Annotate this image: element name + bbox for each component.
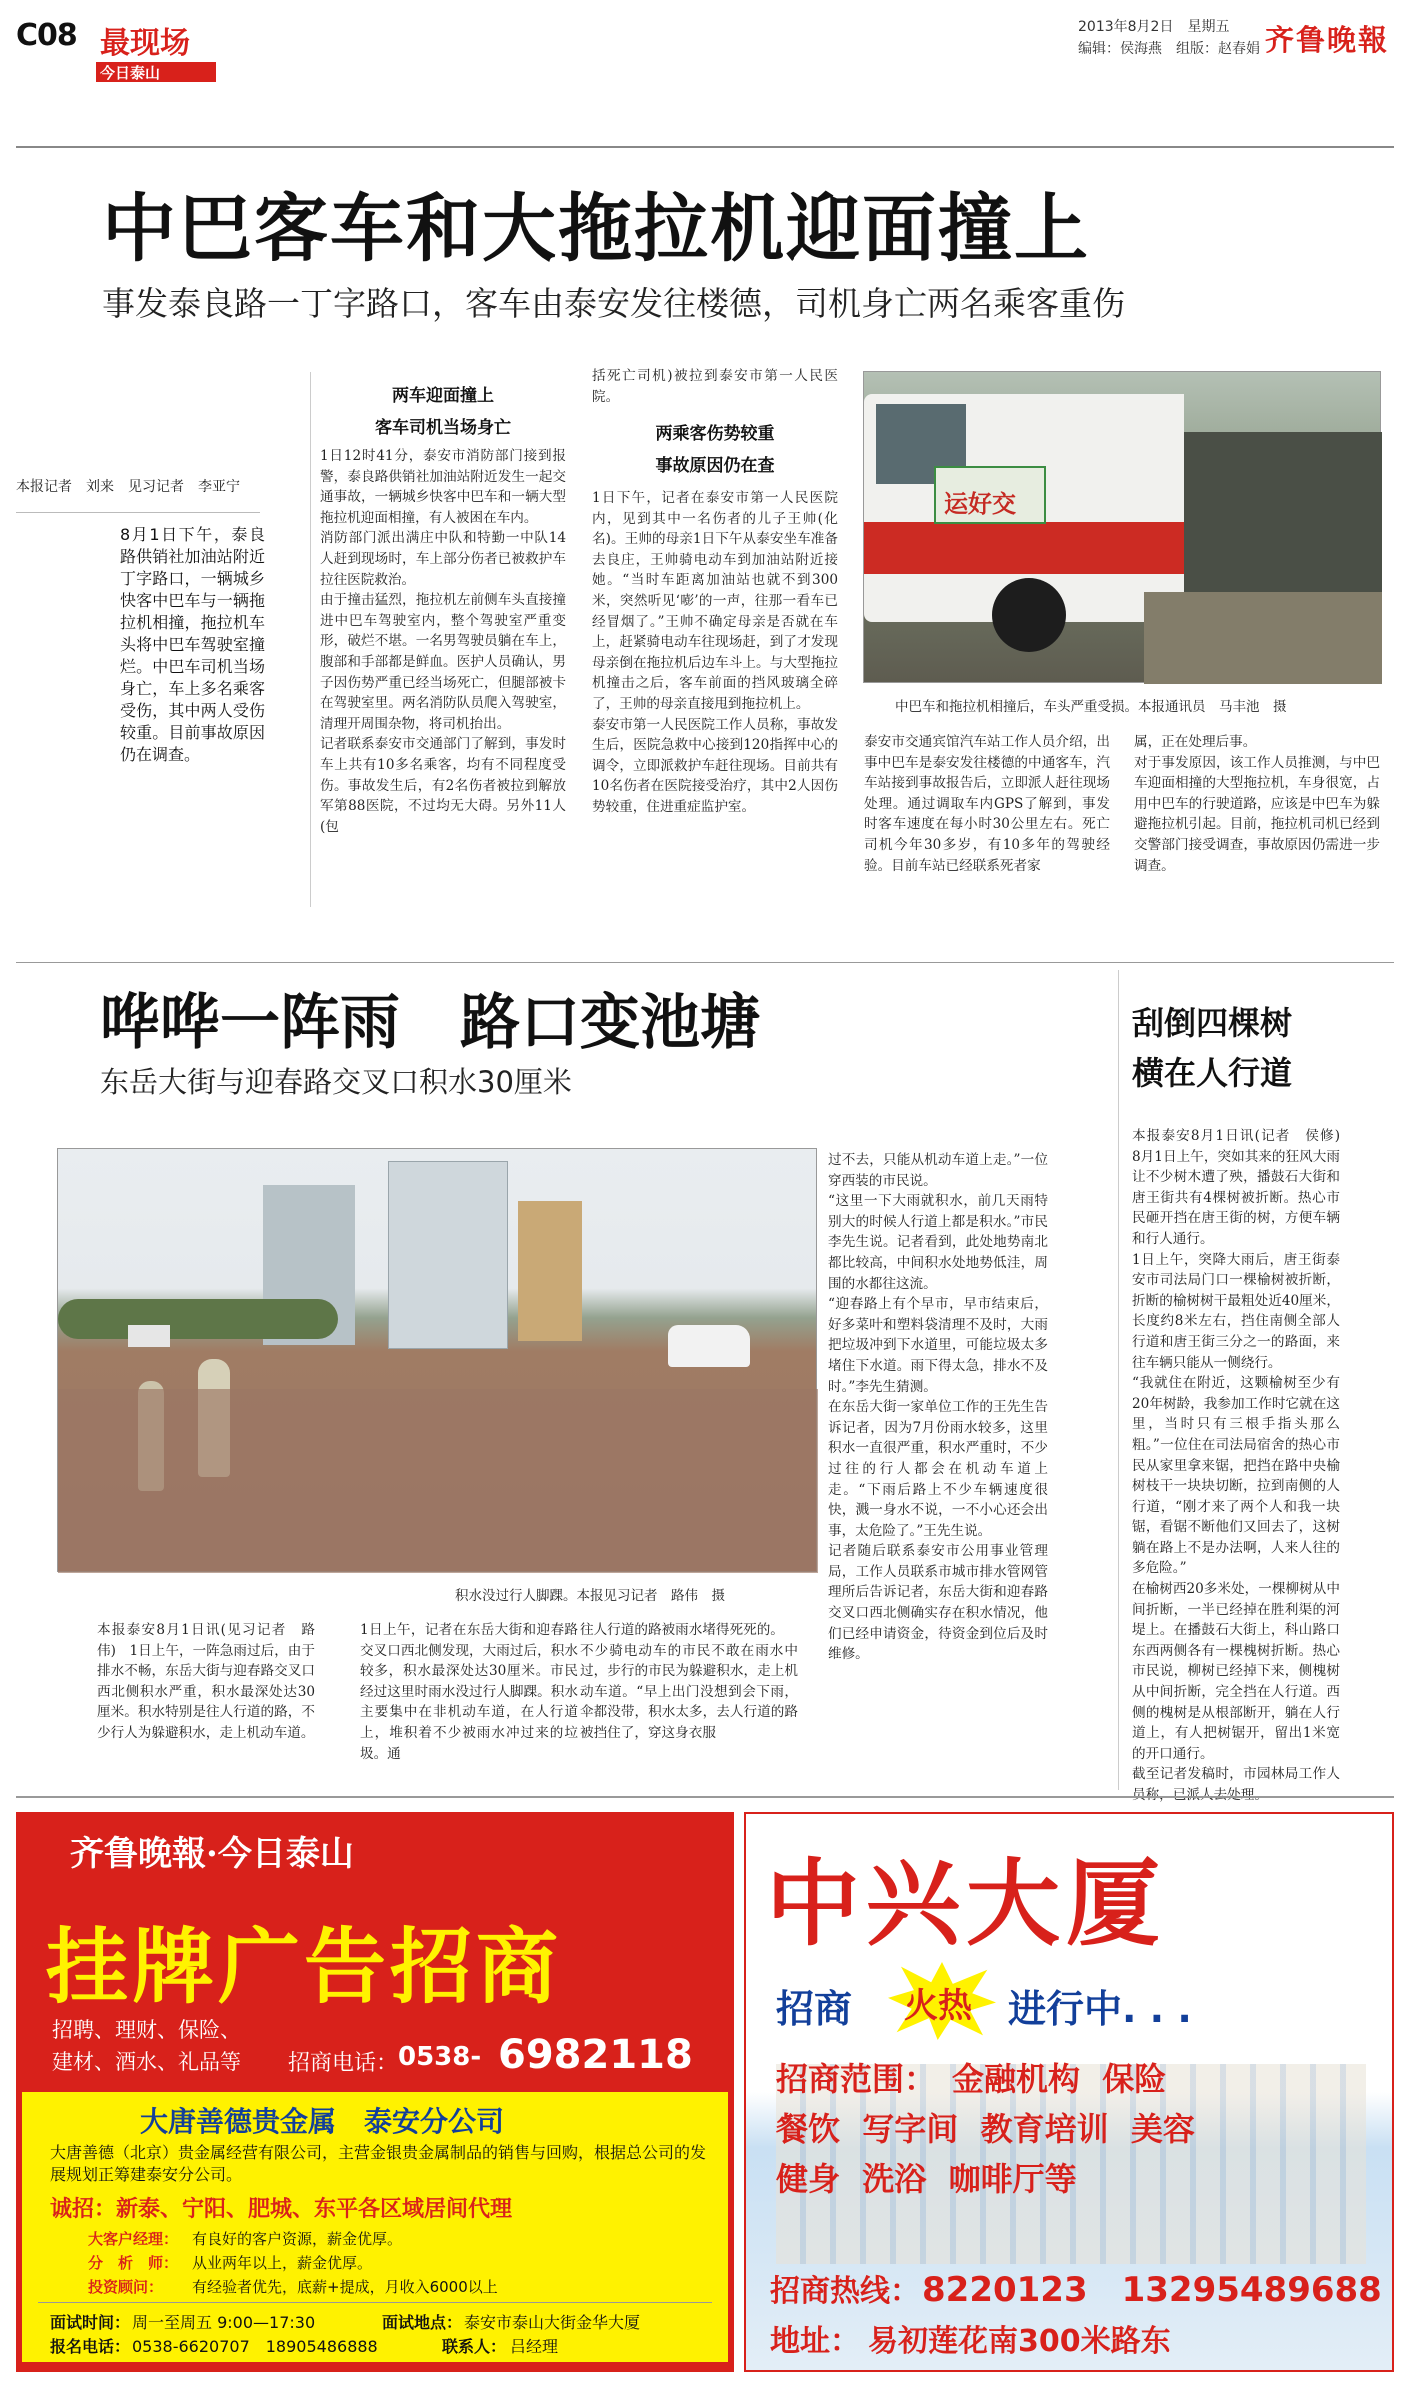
ad2-slogan-burst: 火热 [904,1986,972,2026]
ad-divider [16,1796,1394,1798]
ad1-intro: 大唐善德（北京）贵金属经营有限公司，主营金银贵金属制品的销售与回购，根据总公司的发展规划正筹建泰安分公司。 [50,2143,707,2184]
story1-col4: 属，正在处理后事。 对于事发原因，该工作人员推测，与中巴车迎面相撞的大型拖拉机，车身很宽，占用中巴车的行驶道路，应该是中巴车为躲避拖拉机引起。目前，拖拉机司机已经到交警部门接受调查，事故原因仍需进一步调查。 [1134,734,1380,874]
byline-rule [16,512,260,513]
story1-col3: 泰安市交通宾馆汽车站工作人员介绍，出事中巴车是泰安发往楼德的中通客车，汽车站接到事故报告后，立即派人赶往现场处理。通过调取车内GPS了解到，事发时客车速度在每小时30公里左右。死亡司机今年30多岁，有10多年的驾驶经验。目前车站已经联系死者家 [864,734,1110,874]
ad1-info-rule [38,2302,712,2303]
ad1-job-3-label: 投资顾问： [88,2278,164,2296]
ad1-contact-label: 联系人： [442,2337,507,2356]
col-divider-right [1118,970,1119,1790]
ad1-place: 泰安市泰山大街金华大厦 [464,2313,641,2332]
tractor-body [1164,432,1382,602]
story1-byline: 本报记者 刘来 见习记者 李亚宁 [16,479,240,495]
trees [58,1299,338,1339]
story1-col1: 1日12时41分，泰安市消防部门接到报警，泰良路供销社加油站附近发生一起交通事故，一辆城乡快客中巴车和一辆大型拖拉机迎面相撞，有人被困在车内。 消防部门派出满庄中队和特勤一中队14人赶到现场时，车上部分伤者已被救护车拉往医院救治。 由于撞击猛烈，拖拉机左前侧车头直接撞进中巴车驾驶室内，整个驾驶室严重变形，破烂不堪。一名男驾驶员躺在车上，腹部和手部都是鲜血。医护人员确认，男子因伤势严重已经当场死亡，但腿部被卡在驾驶室里。两名消防队员爬入驾驶室，清理开周围杂物，将司机抬出。 记者联系泰安市交通部门了解到，事发时车上共有10多名乘客，均有不同程度受伤。事故发生后，有2名伤者被拉到解放军第88医院，不过均无大碍。另外11人(包 [320,448,566,835]
ad2-slogan-right: 进行中. . . [1008,1987,1192,2031]
ad1-job-1-text: 有良好的客户资源，薪金优厚。 [192,2230,403,2248]
story1-lead: 8月1日下午，泰良路供销社加油站附近丁字路口，一辆城乡快客中巴车与一辆拖拉机相撞，拖拉机车头将中巴车驾驶室撞烂。中巴车司机当场身亡，车上多名乘客受伤，其中两人受伤较重。目前事故原因仍在调查。 [120,525,265,764]
story1-sub1: 两车迎面撞上 客车司机当场身亡 [375,386,511,438]
ad1-job-3-text: 有经验者优先，底薪+提成，月收入6000以上 [192,2278,498,2296]
ad1-list-line2: 建材、酒水、礼品等 [52,2050,241,2074]
ad1-title: 挂牌广告招商 [46,1920,563,2015]
page-code: C08 [16,18,77,53]
ad1-recruit: 新泰、宁阳、肥城、东平各区域居间代理 [116,2197,513,2222]
ad1-time: 周一至周五 9:00—17:30 [132,2313,316,2332]
section-title: 最现场 [100,26,190,61]
story1-headline: 中巴客车和大拖拉机迎面撞上 [102,186,1090,272]
floodwater [58,1389,818,1573]
header-editors: 编辑：侯海燕 组版：赵春娟 [1078,41,1260,57]
building-right [518,1201,582,1341]
paper-logo: 齐鲁晚報 [1265,23,1390,57]
ad1-phone-prefix: 0538- [398,2042,482,2072]
ad2-scope-label: 招商范围： [776,2060,937,2098]
ad2-scope-line3: 健身 洗浴 咖啡厅等 [776,2160,1077,2198]
ad1-phone: 6982118 [498,2032,693,2078]
building-main [388,1161,508,1349]
ad2-hotline-label: 招商热线： [770,2274,920,2309]
ad2 [744,1812,1394,2372]
ad2-title: 中兴大厦 [766,1849,1167,1959]
subsection-title: 今日泰山 [100,64,161,82]
ad1-brand: 齐鲁晚報·今日泰山 [70,1834,354,1874]
ad2-address-label: 地址： [770,2324,860,2359]
ad1-contact: 吕经理 [510,2337,559,2356]
car-left [128,1325,170,1347]
top-rule [16,146,1394,148]
crash-debris [1144,592,1382,684]
ad2-address: 易初莲花南300米路东 [868,2324,1171,2359]
ad1-job-1-label: 大客户经理： [88,2230,179,2248]
bus-sign-text: 运好交 [944,490,1016,518]
story3-headline: 刮倒四棵树 横在人行道 [1132,1004,1293,1092]
flood-photo-caption: 积水没过行人脚踝。本报见习记者 路伟 摄 [455,1588,725,1604]
ad1-place-label: 面试地点： [382,2313,463,2332]
story1-col2: 1日下午，记者在泰安市第一人民医院内，见到其中一名伤者的儿子王帅(化名)。王帅的母亲1日下午从泰安坐车准备去良庄，王帅骑电动车到加油站附近接她。“当时车距离加油站也就不到300米，突然听见‘嘭’的一声，往那一看车已经冒烟了。”王帅不确定母亲是否就在车上，赶紧骑电动车往现场赶，到了才发现母亲倒在拖拉机后边车斗上。与大型拖拉机撞击之后，客车前面的挡风玻璃全碎了，王帅的母亲直接甩到拖拉机上。 泰安市第一人民医院工作人员称，事故发生后，医院急救中心接到120指挥中心的调令，立即派救护车赶往现场。目前共有10名伤者在医院接受治疗，其中2人因伤势较重，住进重症监护室。 [592,490,838,815]
ad1-lower-panel [22,2092,728,2362]
header-date: 2013年8月2日 星期五 [1078,19,1230,35]
story-divider-1 [16,962,1394,963]
story2-side-text: 过不去，只能从机动车道上走。”一位穿西装的市民说。 “这里一下大雨就积水，前几天雨特别大的时候人行道上都是积水。”市民李先生说。记者看到，此处地势南北都比较高，中间积水处地势低洼，周围的水都往这流。 “迎春路上有个早市，早市结束后，好多菜叶和塑料袋清理不及时，大雨把垃圾冲到下水道里，可能垃圾太多堵住下水道。雨下得太急，排水不及时。”李先生猜测。 在东岳大街一家单位工作的王先生告诉记者，因为7月份雨水较多，这里积水一直很严重，积水严重时，不少过往的行人都会在机动车道上走。“下雨后路上不少车辆速度很快，溅一身水不说，一不小心还会出事，太危险了。”王先生说。 记者随后联系泰安市公用事业管理局，工作人员联系市城市排水管网管理所后告诉记者，东岳大街和迎春路交叉口西北侧确实存在积水情况，他们已经申请资金，待资金到位后及时维修。 [828,1152,1048,1663]
crash-photo-caption: 中巴车和拖拉机相撞后，车头严重受损。本报通讯员 马丰池 摄 [895,699,1287,715]
ad1-company: 大唐善德贵金属 泰安分公司 [140,2105,505,2138]
story2-headline: 哗哗一阵雨 路口变池塘 [100,988,760,1058]
ad1-tel: 0538-6620707 18905486888 [132,2337,378,2356]
col-divider [310,372,311,907]
ad2-scope-line1: 金融机构 保险 [952,2060,1167,2098]
story1-subheadline: 事发泰良路一丁字路口，客车由泰安发往楼德，司机身亡两名乘客重伤 [102,284,1125,323]
ad1-phone-label: 招商电话： [288,2051,399,2076]
car-right [668,1325,750,1367]
ad1-recruit-label: 诚招： [50,2197,117,2222]
ad1-tel-label: 报名电话： [50,2337,131,2356]
crash-photo [863,371,1381,683]
ad1-time-label: 面试时间： [50,2313,131,2332]
bus-red-stripe [864,522,1184,574]
ad1-job-2-label: 分 析 师： [88,2254,179,2272]
flood-photo [57,1148,817,1572]
ad1-job-2-text: 从业两年以上，薪金优厚。 [192,2254,373,2272]
story2-col2: 1日上午，记者在东岳大街和迎春路交叉口西北侧发现，大雨过后，积水较多，积水最深处达30厘米。市民经过这里时雨水没过行人脚踝。积水主要集中在非机动车道，在人行道上，堆积着不少被雨水冲过来的垃圾。通 [360,1622,578,1762]
story3-body: 本报泰安8月1日讯(记者 侯修) 8月1日上午，突如其来的狂风大雨让不少树木遭了殃，播鼓石大街和唐王街共有4棵树被折断。热心市民砸开挡在唐王街的树，方便车辆和行人通行。 1日上午，突降大雨后，唐王街泰安市司法局门口一棵榆树被折断，折断的榆树树干最粗处近40厘米，长度约8米左右，挡住南侧全部人行道和唐王街三分之一的路面，来往车辆只能从一侧绕行。 “我就住在附近，这颗榆树至少有20年树龄，我参加工作时它就在这里，当时只有三根手指头那么粗。”一位住在司法局宿舍的热心市民从家里拿来锯，把挡在路中央榆树枝干一块块切断，拉到南侧的人行道，“刚才来了两个人和我一块锯，看锯不断他们又回去了，这树躺在路上不是办法啊，人来人往的多危险。” 在榆树西20多米处，一棵柳树从中间折断，一半已经掉在胜利渠的河堤上。在播鼓石大街上，科山路口东西两侧各有一棵槐树折断。热心市民说，柳树已经掉下来，侧槐树从中间折断，完全挡在人行道。西侧的槐树是从根部断开，躺在人行道上，有人把树锯开，留出1米宽的开口通行。 截至记者发稿时，市园林局工作人员称，已派人去处理。 [1132,1128,1340,1803]
bus-sign [934,466,1046,524]
ad1 [16,1812,734,2372]
story2-subheadline: 东岳大街与迎春路交叉口积水30厘米 [100,1065,572,1099]
ad1-list-line1: 招聘、理财、保险、 [52,2018,241,2042]
story1-col2-top: 括死亡司机)被拉到泰安市第一人民医院。 [592,368,838,405]
story2-col3: 往人行道的路被雨水堵得死死的。 不少骑电动车的市民不敢在雨水中过，步行的市民为躲避积水，走上机动车道。“早上出门没想到会下雨，伞都没带，积水太多，去人行道的路被挡住了，穿这身衣服 [580,1622,798,1741]
bus-wheel [992,578,1066,652]
story1-sub2: 两乘客伤势较重 事故原因仍在查 [655,424,775,476]
ad2-hotline: 8220123 13295489688 [922,2270,1382,2310]
story2-col1: 本报泰安8月1日讯(见习记者 路伟) 1日上午，一阵急雨过后，由于排水不畅，东岳大街与迎春路交叉口西北侧积水严重，积水最深处达30厘米。积水特别是往人行道的路，不少行人为躲避积水，走上机动车道。 [97,1622,315,1741]
page-header [0,0,1409,95]
ad2-slogan-left: 招商 [776,1987,853,2031]
ad2-scope-line2: 餐饮 写字间 教育培训 美容 [776,2110,1195,2148]
